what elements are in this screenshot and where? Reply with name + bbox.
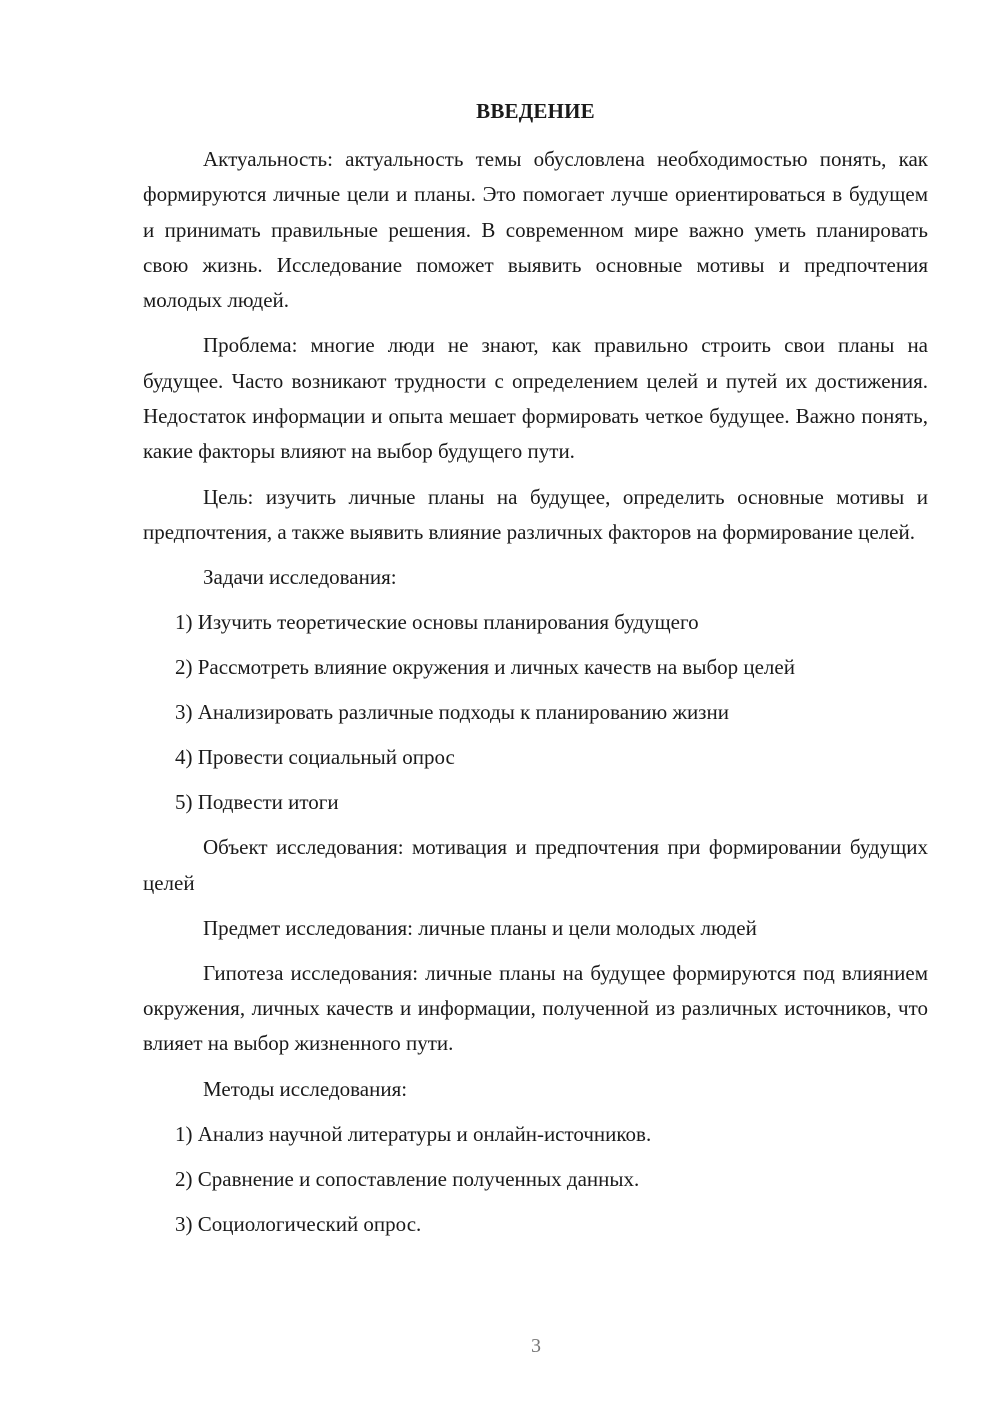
task-item: 2) Рассмотреть влияние окружения и личных качеств на выбор целей (175, 655, 795, 680)
problem-paragraph: Проблема: многие люди не знают, как правильно строить свои планы на будущее. Часто возникают трудности с определением целей и путей их достижения. Недостаток информации и опыта мешает формировать четкое будущее. Важно понять, какие факторы влияют на выбор будущего пути. (143, 333, 928, 464)
methods-list (143, 1117, 928, 1242)
method-item: 3) Социологический опрос. (175, 1211, 422, 1236)
tasks-label: Задачи исследования: (203, 565, 397, 590)
method-item: 2) Сравнение и сопоставление полученных данных. (175, 1166, 640, 1191)
task-item: 5) Подвести итоги (175, 790, 339, 815)
tasks-list (143, 605, 928, 820)
methods-label: Методы исследования: (203, 1076, 408, 1101)
page-number: 3 (531, 1335, 541, 1357)
goal-paragraph: Цель: изучить личные планы на будущее, определить основные мотивы и предпочтения, а также выявить влияние различных факторов на формирование целей. (143, 484, 928, 544)
relevance-paragraph: Актуальность: актуальность темы обусловлена необходимостью понять, как формируются личные цели и планы. Это помогает лучше ориентироваться в будущем и принимать правильные решения. В современном мире важно уметь планировать свою жизнь. Исследование поможет выявить основные мотивы и предпочтения молодых людей. (143, 147, 928, 313)
page-content (143, 96, 928, 1252)
section-heading: ВВЕДЕНИЕ (476, 99, 595, 123)
object-paragraph: Объект исследования: мотивация и предпочтения при формировании будущих целей (143, 835, 928, 895)
task-item: 4) Провести социальный опрос (175, 745, 455, 770)
subject-paragraph: Предмет исследования: личные планы и цели молодых людей (203, 915, 757, 940)
task-item: 3) Анализировать различные подходы к планированию жизни (175, 700, 729, 725)
task-item: 1) Изучить теоретические основы планирования будущего (175, 610, 699, 635)
method-item: 1) Анализ научной литературы и онлайн-источников. (175, 1121, 652, 1146)
hypothesis-paragraph: Гипотеза исследования: личные планы на будущее формируются под влиянием окружения, личных качеств и информации, полученной из различных источников, что влияет на выбор жизненного пути. (143, 960, 928, 1056)
